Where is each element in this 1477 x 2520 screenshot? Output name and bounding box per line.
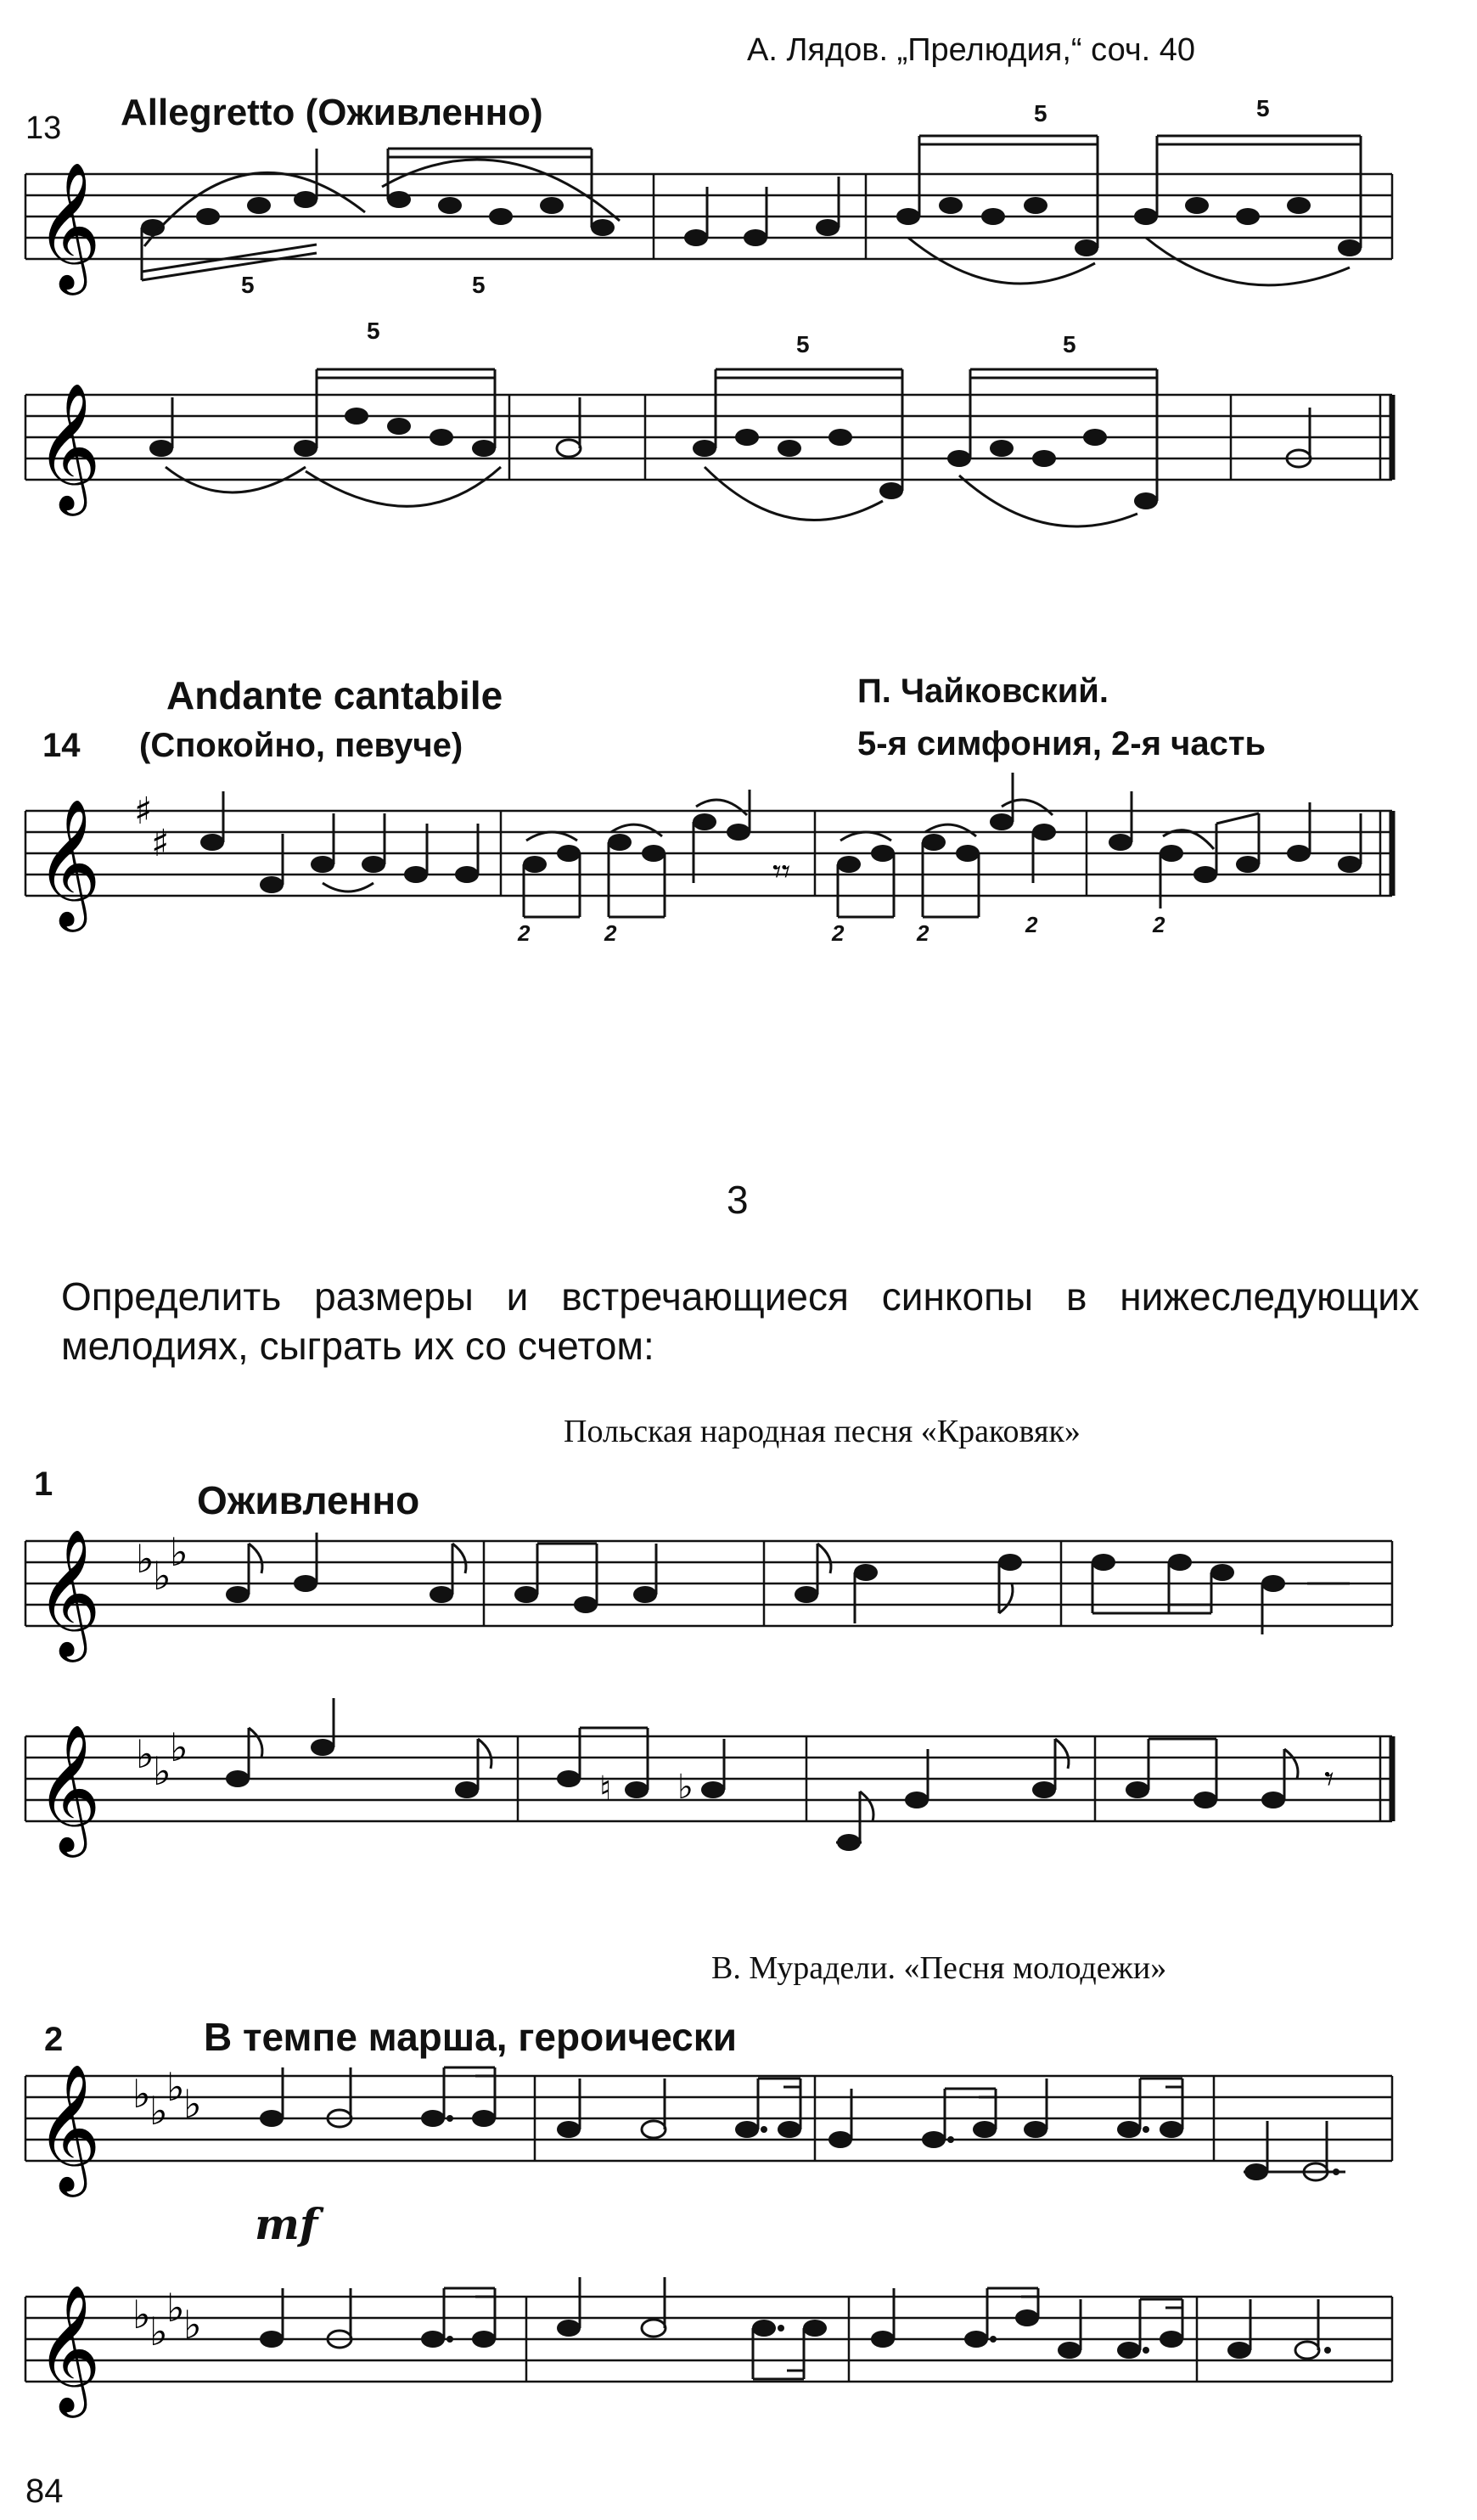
exercise-number-2: 2 (44, 2021, 64, 2058)
flat-icon: ♭ (170, 1724, 188, 1770)
composer-credit-14: П. Чайковский. (857, 672, 1109, 710)
tempo-marking-2: В темпе марша, героически (204, 2015, 738, 2059)
dynamic-marking-mf: mf (255, 2199, 318, 2249)
treble-clef-icon: 𝄞 (36, 1723, 101, 1852)
flat-icon: ♭ (166, 2285, 185, 2331)
natural-icon: ♮ (599, 1769, 612, 1808)
tuplet-2-label: 2 (832, 920, 845, 946)
flat-icon: ♭ (132, 2071, 151, 2117)
treble-clef-icon: 𝄞 (36, 381, 101, 510)
tempo-marking-14-ru: (Спокойно, певуче) (139, 727, 463, 764)
exercise-number-13: 13 (25, 110, 62, 146)
treble-clef-icon: 𝄞 (36, 1527, 101, 1657)
source-credit-2: В. Мурадели. «Песня молодежи» (711, 1950, 1167, 1986)
rest-icon: 𝄾𝄾 (772, 852, 791, 892)
tempo-marking-14: Andante cantabile (166, 673, 503, 717)
tempo-marking-13: Allegretto (Оживленно) (121, 92, 543, 133)
treble-clef-icon: 𝄞 (36, 160, 101, 290)
section-instruction: Определить размеры и встречающиеся синкопы в нижеследующих мелодиях, сыграть их со счетом: (61, 1274, 1419, 1368)
tuplet-2-label: 2 (518, 920, 531, 946)
staff-1-line-2 (25, 1715, 1401, 1868)
flat-icon: ♭ (132, 2292, 151, 2337)
tuplet-2-label: 2 (604, 920, 617, 946)
sharp-icon: ♯ (134, 790, 153, 833)
treble-clef-icon: 𝄞 (36, 797, 101, 926)
flat-icon: ♭ (153, 1748, 171, 1794)
exercise-number-14: 14 (42, 727, 81, 764)
flat-icon: ♭ (149, 2088, 168, 2134)
exercise-number-1: 1 (34, 1465, 53, 1503)
sharp-icon: ♯ (151, 822, 170, 865)
flat-icon: ♭ (153, 1553, 171, 1599)
tempo-marking-1: Оживленно (197, 1478, 420, 1522)
page-number: 84 (25, 2472, 64, 2510)
work-title-14: 5-я симфония, 2-я часть (857, 725, 1266, 762)
composer-credit-13: А. Лядов. „Прелюдия,“ соч. 40 (747, 32, 1196, 68)
tuplet-2-label: 2 (1025, 912, 1038, 937)
source-credit-1: Польская народная песня «Краковяк» (564, 1414, 1081, 1449)
tuplet-5-label: 5 (796, 331, 810, 357)
treble-clef-icon: 𝄞 (36, 2283, 101, 2412)
staff-14 (25, 790, 1401, 942)
staff-13-line-1 (25, 153, 1401, 297)
staff-2-line-1 (25, 2055, 1401, 2208)
tuplet-2-label: 2 (917, 920, 929, 946)
flat-icon: ♭ (170, 1529, 188, 1575)
flat-icon: ♭ (183, 2081, 202, 2127)
tuplet-2-label: 2 (1153, 912, 1165, 937)
tuplet-5-label: 5 (367, 318, 380, 344)
flat-icon: ♭ (677, 1768, 694, 1807)
staff-1-line-1 (25, 1520, 1401, 1664)
flat-icon: ♭ (166, 2064, 185, 2110)
tuplet-5-label: 5 (1034, 100, 1047, 127)
tuplet-5-label: 5 (1063, 331, 1076, 357)
tuplet-5-label: 5 (241, 272, 255, 298)
tuplet-5-label: 5 (1256, 95, 1270, 121)
flat-icon: ♭ (136, 1536, 154, 1582)
staff-2-line-2 (25, 2275, 1401, 2428)
staff-13-line-2 (25, 374, 1401, 518)
flat-icon: ♭ (149, 2309, 168, 2354)
rest-icon: 𝄾 (1324, 1758, 1334, 1801)
flat-icon: ♭ (136, 1731, 154, 1777)
section-number: 3 (727, 1178, 749, 1222)
treble-clef-icon: 𝄞 (36, 2062, 101, 2191)
flat-icon: ♭ (183, 2302, 202, 2348)
tuplet-5-label: 5 (472, 272, 486, 298)
